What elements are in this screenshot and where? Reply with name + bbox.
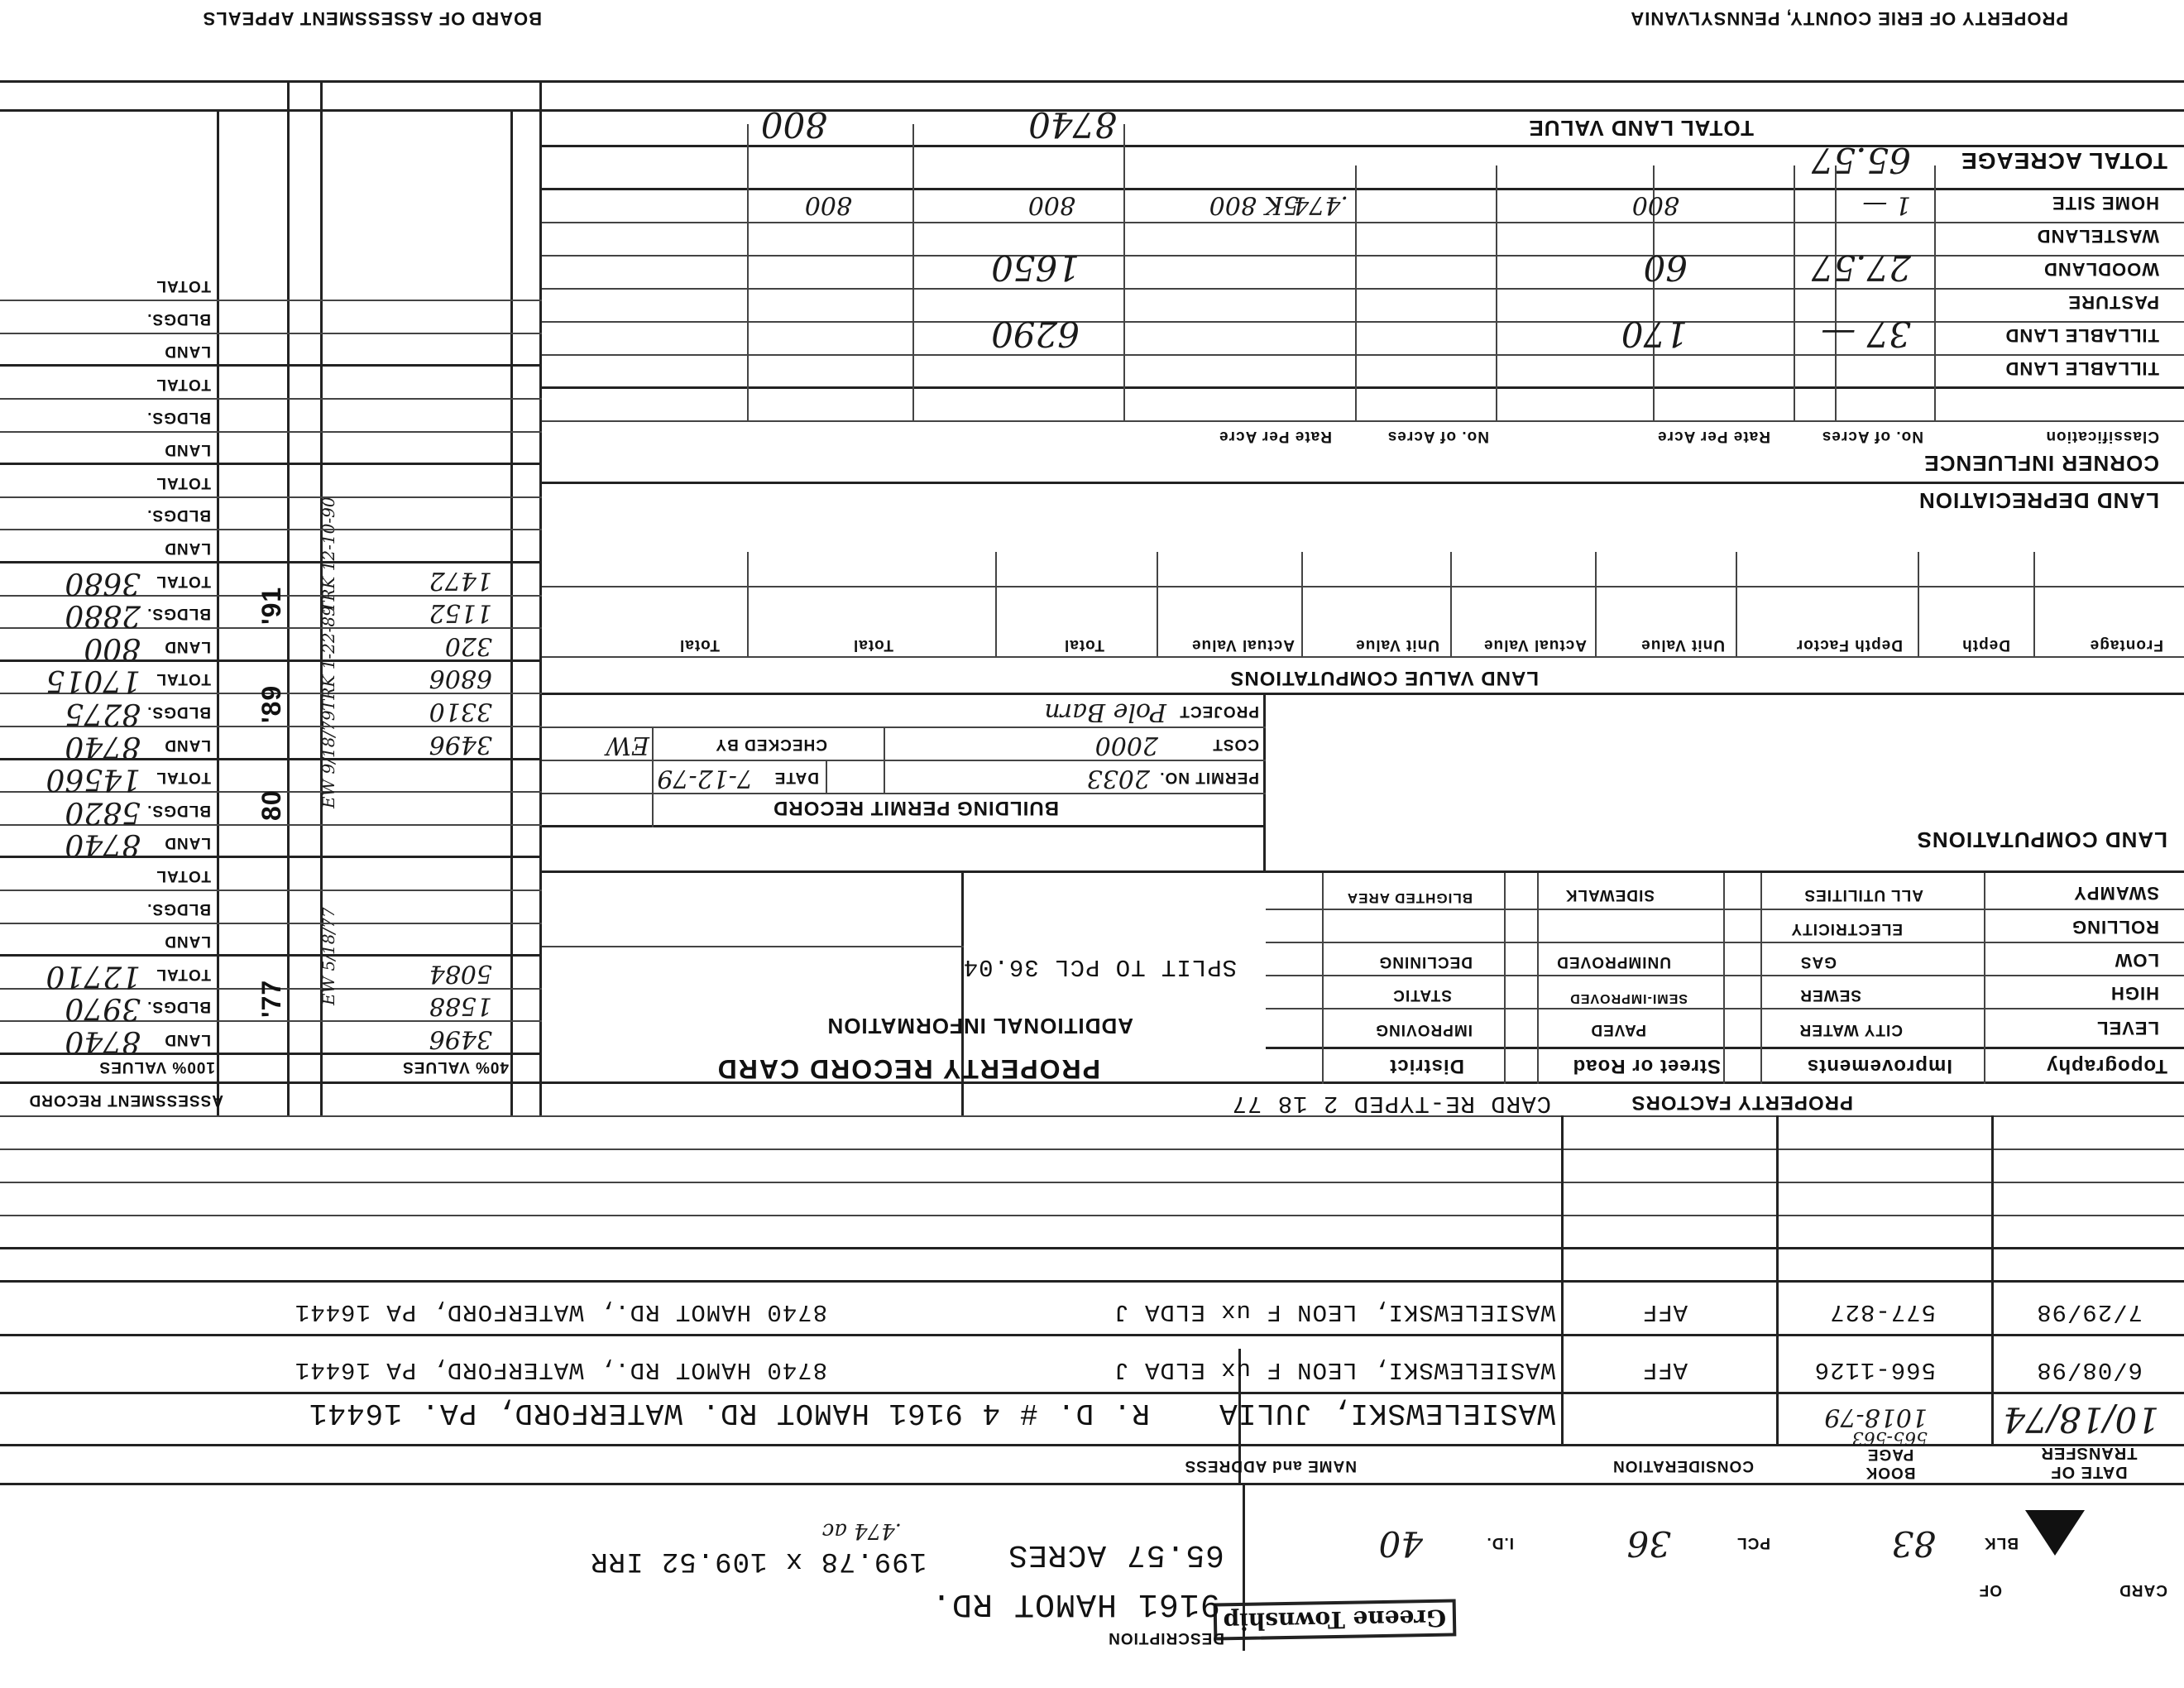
forty-value: 3496 bbox=[429, 729, 492, 759]
tillable-rate: 170 bbox=[1621, 314, 1688, 354]
woodland-rate: 60 bbox=[1643, 247, 1688, 288]
home-site-value: 800 bbox=[1027, 190, 1075, 219]
values-group-line bbox=[0, 364, 542, 367]
forty-value: 1588 bbox=[429, 991, 492, 1021]
row-woodland: WOODLAND bbox=[2043, 259, 2159, 280]
total-land-value-label: TOTAL LAND VALUE bbox=[1528, 116, 1754, 141]
home-site-acres: 1 — bbox=[1862, 190, 1911, 219]
street-paved: PAVED bbox=[1590, 1021, 1646, 1038]
lv-actual-value-2: Actual Value bbox=[1191, 636, 1295, 654]
values-group-line bbox=[0, 856, 542, 858]
permit-date: 7-12-79 bbox=[657, 764, 753, 793]
id-value: 40 bbox=[1378, 1523, 1423, 1564]
col-acres-2: No. of Acres bbox=[1387, 428, 1489, 445]
property-record-card-title: PROPERTY RECORD CARD bbox=[716, 1054, 1100, 1084]
row-pasture: PASTURE bbox=[2067, 292, 2159, 313]
row-home-site: HOME SITE bbox=[2051, 193, 2159, 213]
lv-frontage: Frontage bbox=[2089, 636, 2163, 654]
hundred-value: 17015 bbox=[46, 664, 141, 698]
transfer-3-date: 7/29/98 bbox=[2036, 1298, 2143, 1326]
district-blighted-area: BLIGHTED AREA bbox=[1346, 890, 1473, 906]
land-value-computations-label: LAND VALUE COMPUTATIONS bbox=[1229, 667, 1539, 689]
row-wasteland: WASTELAND bbox=[2036, 226, 2159, 247]
values-row-label: LAND bbox=[164, 343, 211, 361]
imp-all-utilities: ALL UTILITIES bbox=[1803, 886, 1923, 904]
lv-unit-value-2: Unit Value bbox=[1355, 636, 1439, 654]
transfer-3-book: 577-827 bbox=[1829, 1298, 1936, 1326]
permit-cost: 2000 bbox=[1094, 731, 1158, 760]
values-group-line bbox=[0, 954, 542, 957]
forty-value: 3496 bbox=[429, 1024, 492, 1053]
row-tillable-1: TILLABLE LAND bbox=[2004, 325, 2159, 346]
permit-project-label: PROJECT bbox=[1179, 703, 1259, 720]
imp-sewer: SEWER bbox=[1799, 986, 1861, 1004]
values-group-stamp: '91 bbox=[256, 586, 286, 625]
pf-improvements: Improvements bbox=[1806, 1055, 1952, 1077]
tillable-acres: 37 — bbox=[1821, 314, 1911, 354]
values-row-line bbox=[0, 923, 542, 924]
values-row-line bbox=[0, 529, 542, 530]
additional-info-text: SPLIT TO PCL 36.04 bbox=[962, 953, 1237, 981]
values-row-label: LAND bbox=[164, 637, 211, 655]
land-computations-label: LAND COMPUTATIONS bbox=[1916, 827, 2167, 852]
district-static: STATIC bbox=[1392, 986, 1452, 1004]
total-acreage-value: 65.57 bbox=[1811, 140, 1911, 180]
values-row-label: TOTAL bbox=[156, 769, 211, 787]
id-label: I.D. bbox=[1486, 1534, 1514, 1551]
forty-value: 6806 bbox=[429, 664, 492, 693]
transfer-3-address: 8740 HAMOT RD., WATERFORD, PA 16441 bbox=[294, 1298, 827, 1326]
card-corner-mark bbox=[2025, 1510, 2085, 1556]
of-label: OF bbox=[1978, 1581, 2002, 1599]
description-line1: 9161 HAMOT RD. bbox=[930, 1585, 1220, 1622]
transfer-2-address: 8740 HAMOT RD., WATERFORD, PA 16441 bbox=[294, 1356, 827, 1383]
hundred-value: 8275 bbox=[65, 697, 141, 731]
woodland-acres: 27.57 bbox=[1811, 247, 1911, 288]
additional-info-title: ADDITIONAL INFORMATION bbox=[826, 1014, 1133, 1038]
hundred-value: 3680 bbox=[65, 565, 141, 600]
total-land-value-a: 8740 bbox=[1028, 104, 1117, 145]
values-row-label: TOTAL bbox=[156, 277, 211, 295]
transfer-consideration-header: CONSIDERATION bbox=[1612, 1457, 1754, 1475]
woodland-value: 1650 bbox=[991, 247, 1080, 288]
values-group-stamp: '89 bbox=[256, 684, 286, 723]
row-tillable-2: TILLABLE LAND bbox=[2004, 358, 2159, 379]
col-rate-2: Rate Per Acre bbox=[1219, 428, 1332, 445]
hundred-value: 800 bbox=[84, 631, 141, 665]
values-row-line bbox=[0, 333, 542, 334]
home-site-rate-2: 5K 800 bbox=[1209, 190, 1299, 219]
pcl-value: 36 bbox=[1626, 1523, 1671, 1564]
values-row-label: TOTAL bbox=[156, 473, 211, 492]
district-improving: IMPROVING bbox=[1375, 1021, 1473, 1038]
values-row-label: BLDGS. bbox=[146, 899, 211, 918]
values-row-label: BLDGS. bbox=[146, 506, 211, 525]
values-group-note: EW 9/18/79 bbox=[318, 710, 338, 809]
transfer-1-date: 10/18/74 bbox=[2003, 1399, 2159, 1440]
hundred-value: 8740 bbox=[65, 827, 141, 862]
values-group-note: TRK 12-10-90 bbox=[318, 496, 338, 612]
values-group-note: TRK 1-22-89 bbox=[318, 605, 338, 711]
hundred-value: 14560 bbox=[46, 762, 141, 797]
description-dimensions: 199.78 x 109.52 IRR bbox=[590, 1545, 927, 1576]
values-group-line bbox=[0, 463, 542, 465]
permit-date-label: DATE bbox=[774, 769, 819, 786]
lv-total-3: Total bbox=[679, 636, 720, 654]
transfer-2-book: 566-1126 bbox=[1813, 1356, 1936, 1383]
values-row-label: BLDGS. bbox=[146, 703, 211, 721]
pcl-label: PCL bbox=[1736, 1534, 1770, 1551]
transfer-book-header: BOOK PAGE bbox=[1865, 1446, 1916, 1481]
transfer-2-consideration: AFF bbox=[1641, 1356, 1688, 1383]
values-row-label: TOTAL bbox=[156, 376, 211, 393]
values-row-label: TOTAL bbox=[156, 867, 211, 885]
values-row-label: BLDGS. bbox=[146, 801, 211, 819]
pf-topography: Topography bbox=[2046, 1055, 2167, 1077]
values-row-label: TOTAL bbox=[156, 670, 211, 688]
forty-value: 1472 bbox=[429, 565, 492, 595]
values-row-label: LAND bbox=[164, 933, 211, 951]
transfer-date-header: DATE OF TRANSFER bbox=[2040, 1444, 2138, 1481]
street-sidewalk: SIDEWALK bbox=[1564, 886, 1655, 904]
description-label: DESCRIPTION bbox=[1108, 1629, 1224, 1647]
transfer-1-name: WASIELEWSKI, JULIA bbox=[1219, 1396, 1555, 1430]
hundred-value: 3970 bbox=[65, 991, 141, 1026]
permit-no-label: PERMIT NO. bbox=[1159, 769, 1259, 786]
topo-rolling: ROLLING bbox=[2071, 917, 2159, 938]
topo-level: LEVEL bbox=[2096, 1018, 2159, 1038]
values-group-stamp: '77 bbox=[256, 979, 286, 1018]
values-group-note: EW 5/18/77 bbox=[318, 907, 338, 1005]
topo-swampy: SWAMPY bbox=[2073, 883, 2159, 904]
values-row-label: BLDGS. bbox=[146, 309, 211, 328]
transfer-name-header: NAME and ADDRESS bbox=[1184, 1457, 1357, 1475]
imp-electricity: ELECTRICITY bbox=[1790, 920, 1903, 938]
district-declining: DECLINING bbox=[1378, 953, 1473, 971]
values-row-line bbox=[0, 890, 542, 891]
transfer-2-date: 6/08/98 bbox=[2036, 1356, 2143, 1383]
blk-value: 83 bbox=[1891, 1523, 1936, 1564]
col-acres-1: No. of Acres bbox=[1821, 428, 1923, 445]
values-row-label: LAND bbox=[164, 736, 211, 754]
permit-checked-by: EW bbox=[606, 731, 649, 760]
forty-value: 3310 bbox=[429, 697, 492, 726]
transfer-1-address: R. D. # 4 9161 HAMOT RD. WATERFORD, PA. 16441 bbox=[308, 1396, 1150, 1430]
assessment-record-label: ASSESSMENT RECORD bbox=[28, 1091, 223, 1109]
values-row-label: LAND bbox=[164, 834, 211, 852]
hundred-values-label: 100% VALUES bbox=[98, 1058, 215, 1076]
forty-values-label: 40% VALUES bbox=[402, 1058, 509, 1076]
street-unimproved: UNIMPROVED bbox=[1556, 953, 1671, 971]
values-row-line bbox=[0, 300, 542, 301]
hundred-value: 8740 bbox=[65, 729, 141, 764]
building-permit-title: BUILDING PERMIT RECORD bbox=[773, 797, 1059, 819]
land-depreciation-label: LAND DEPRECIATION bbox=[1918, 488, 2159, 513]
values-row-line bbox=[0, 431, 542, 433]
hundred-value: 12710 bbox=[46, 958, 141, 993]
hundred-value: 2880 bbox=[65, 598, 141, 633]
permit-checked-label: CHECKED BY bbox=[715, 736, 827, 753]
forty-value: 1152 bbox=[429, 598, 492, 628]
imp-city-water: CITY WATER bbox=[1798, 1021, 1903, 1038]
home-site-acres-2: .474 bbox=[1293, 190, 1348, 219]
transfer-1-book: 1018-79 bbox=[1824, 1403, 1928, 1431]
col-classification: Classification bbox=[2045, 428, 2159, 445]
transfer-1-book-note: 565-563 bbox=[1851, 1427, 1928, 1448]
card-retyped: CARD RE-TYPED 2 18 77 bbox=[1231, 1090, 1551, 1117]
card-label: CARD bbox=[2119, 1581, 2167, 1599]
forty-value: 5084 bbox=[429, 958, 492, 988]
transfer-2-name: WASIELEWSKI, LEON F ux ELDA J bbox=[1114, 1356, 1555, 1383]
description-line2: 65.57 ACRES bbox=[1008, 1537, 1224, 1572]
tillable-value: 6290 bbox=[991, 314, 1080, 354]
home-site-rate: 800 bbox=[1631, 190, 1679, 219]
col-rate-1: Rate Per Acre bbox=[1657, 428, 1770, 445]
home-site-value-2: 800 bbox=[804, 190, 852, 219]
property-factors-title: PROPERTY FACTORS bbox=[1631, 1091, 1853, 1114]
lv-depth-factor: Depth Factor bbox=[1795, 636, 1903, 654]
transfer-3-consideration: AFF bbox=[1641, 1298, 1688, 1326]
lv-depth: Depth bbox=[1961, 636, 2010, 654]
permit-cost-label: COST bbox=[1212, 736, 1259, 753]
values-row-label: TOTAL bbox=[156, 572, 211, 590]
township-stamp: Greene Township bbox=[1213, 1599, 1456, 1640]
values-row-label: BLDGS. bbox=[146, 408, 211, 426]
board-title: BOARD OF ASSESSMENT APPEALS bbox=[202, 8, 542, 29]
blk-label: BLK bbox=[1983, 1534, 2019, 1551]
forty-value: 320 bbox=[444, 631, 492, 660]
lv-unit-value-1: Unit Value bbox=[1640, 636, 1725, 654]
values-row-label: LAND bbox=[164, 1031, 211, 1048]
permit-project: Pole Barn bbox=[1044, 698, 1166, 727]
description-line2b: .474 ac bbox=[821, 1518, 902, 1543]
values-group-line bbox=[0, 758, 542, 760]
topo-low: LOW bbox=[2114, 950, 2159, 971]
values-group-line bbox=[0, 1053, 542, 1055]
lv-total-1: Total bbox=[1064, 636, 1104, 654]
total-acreage-label: TOTAL ACREAGE bbox=[1961, 148, 2167, 174]
values-group-line bbox=[0, 561, 542, 563]
county-title: PROPERTY OF ERIE COUNTY, PENNSYLVANIA bbox=[1630, 8, 2068, 29]
pf-district: District bbox=[1389, 1055, 1464, 1077]
values-row-label: BLDGS. bbox=[146, 998, 211, 1016]
imp-gas: GAS bbox=[1799, 953, 1837, 971]
topo-high: HIGH bbox=[2110, 983, 2159, 1004]
values-row-line bbox=[0, 496, 542, 498]
corner-influence-label: CORNER INFLUENCE bbox=[1923, 451, 2159, 476]
transfer-3-name: WASIELEWSKI, LEON F ux ELDA J bbox=[1114, 1298, 1555, 1326]
values-row-label: TOTAL bbox=[156, 965, 211, 983]
permit-no: 2033 bbox=[1086, 764, 1150, 793]
street-semi-improved: SEMI-IMPROVED bbox=[1569, 991, 1688, 1005]
values-row-label: LAND bbox=[164, 539, 211, 557]
lv-total-2: Total bbox=[853, 636, 893, 654]
values-row-line bbox=[0, 398, 542, 400]
values-group-stamp: 80 bbox=[256, 789, 286, 822]
hundred-value: 5820 bbox=[65, 794, 141, 829]
total-land-value-b: 800 bbox=[760, 104, 827, 145]
lv-actual-value-1: Actual Value bbox=[1483, 636, 1587, 654]
values-group-line bbox=[0, 659, 542, 662]
pf-street: Street or Road bbox=[1572, 1055, 1721, 1077]
hundred-value: 8740 bbox=[65, 1024, 141, 1058]
values-row-label: BLDGS. bbox=[146, 605, 211, 623]
values-row-label: LAND bbox=[164, 441, 211, 459]
